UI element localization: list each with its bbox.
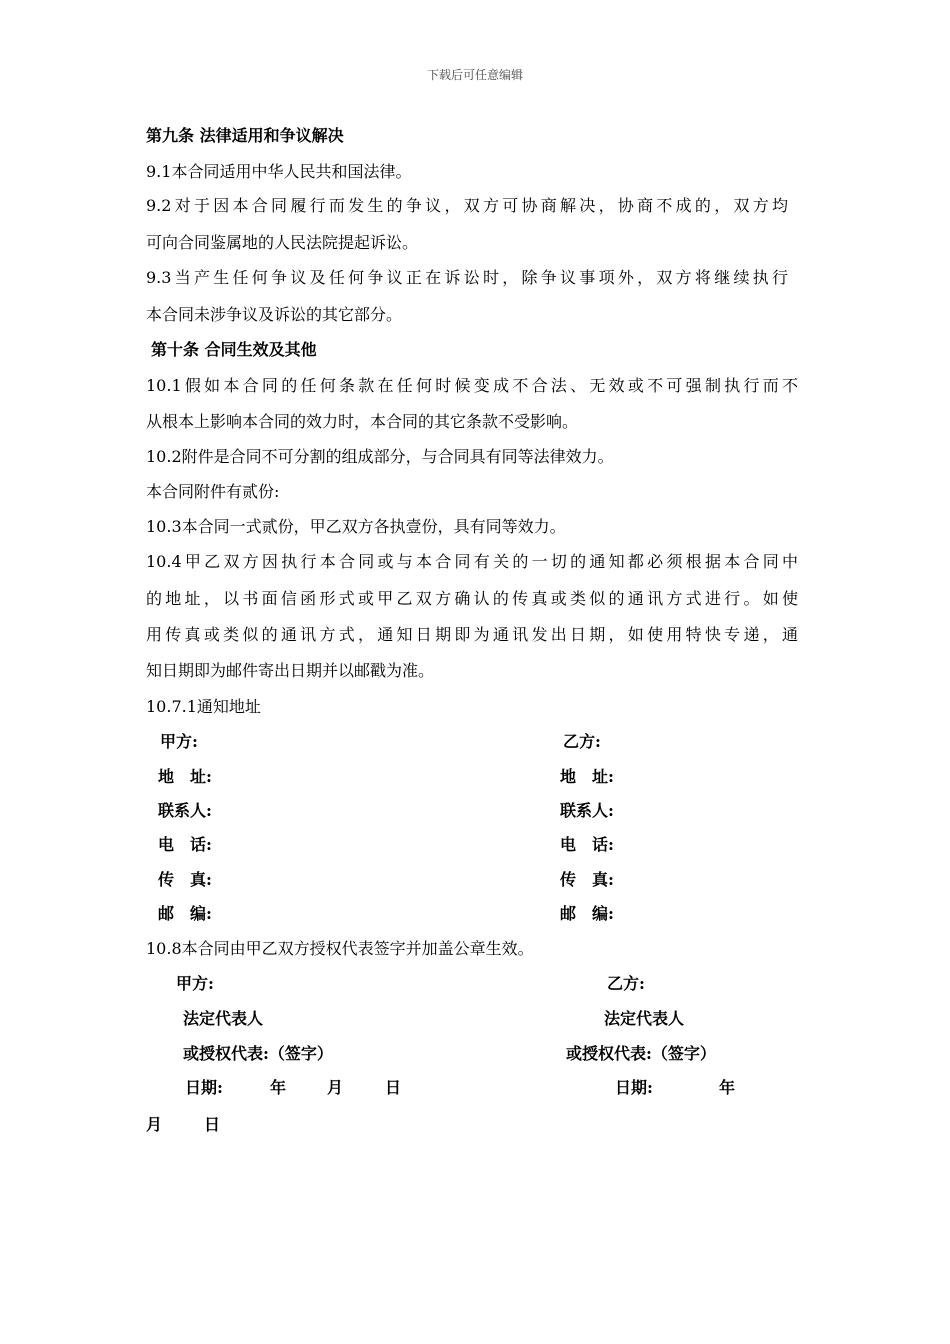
clause-9-2-line-2: 可向合同鉴属地的人民法院提起诉讼。 [146,233,419,252]
signature-party-b-auth: 或授权代表:（签字） [566,1044,716,1063]
clause-10-4-line-3: 用传真或类似的通讯方式，通知日期即为通讯发出日期，如使用特快专递，通 [146,625,798,644]
signature-party-a-auth: 或授权代表:（签字） [183,1044,333,1063]
clause-10-4-line-1: 10.4甲乙双方因执行本合同或与本合同有关的一切的通知都必须根据本合同中 [146,552,798,571]
clause-10-3: 10.3本合同一式贰份，甲乙双方各执壹份，具有同等效力。 [146,517,566,536]
notice-party-b-phone: 电 话: [560,835,614,854]
attachment-count: 本合同附件有贰份: [146,482,280,501]
clause-10-7-1: 10.7.1通知地址 [146,697,261,716]
clause-10-4-line-2: 的地址，以书面信函形式或甲乙双方确认的传真或类似的通讯方式进行。如使 [146,589,798,608]
notice-party-a-fax: 传 真: [158,870,212,889]
signature-party-b-day: 日 [204,1115,221,1134]
notice-party-b-label: 乙方: [563,732,601,751]
clause-10-2: 10.2附件是合同不可分割的组成部分，与合同具有同等法律效力。 [146,447,614,466]
clause-9-1: 9.1本合同适用中华人民共和国法律。 [146,162,412,181]
signature-party-a-day: 日 [385,1078,402,1097]
notice-party-a-phone: 电 话: [158,835,212,854]
notice-party-a-label: 甲方: [160,732,198,751]
notice-party-b-fax: 传 真: [560,870,614,889]
clause-9-3-line-2: 本合同未涉争议及诉讼的其它部分。 [146,305,403,324]
signature-party-a-date: 日期: [185,1078,223,1097]
notice-party-a-address: 地 址: [158,767,212,786]
notice-party-b-postcode: 邮 编: [560,904,614,923]
signature-party-a-year: 年 [270,1078,287,1097]
notice-party-a-postcode: 邮 编: [158,904,212,923]
page-header: 下载后可任意编辑 [426,68,523,82]
notice-party-a-contact: 联系人: [158,801,212,820]
article-9-heading: 第九条 法律适用和争议解决 [146,126,344,145]
clause-9-3-line-1: 9.3当产生任何争议及任何争议正在诉讼时，除争议事项外，双方将继续执行 [146,268,788,287]
clause-10-4-line-4: 知日期即为邮件寄出日期并以邮戳为准。 [146,661,435,680]
signature-party-b-year: 年 [719,1078,736,1097]
clause-9-2-line-1: 9.2对于因本合同履行而发生的争议，双方可协商解决，协商不成的，双方均 [146,196,788,215]
signature-party-b-month: 月 [146,1115,163,1134]
article-10-heading: 第十条 合同生效及其他 [151,340,317,359]
signature-party-b-label: 乙方: [607,974,645,993]
clause-10-1-line-1: 10.1假如本合同的任何条款在任何时候变成不合法、无效或不可强制执行而不 [146,376,798,395]
clause-10-1-line-2: 从根本上影响本合同的效力时，本合同的其它条款不受影响。 [146,412,579,431]
clause-10-8: 10.8本合同由甲乙双方授权代表签字并加盖公章生效。 [146,939,534,958]
signature-party-b-rep: 法定代表人 [604,1009,685,1028]
notice-party-b-address: 地 址: [560,767,614,786]
signature-party-a-rep: 法定代表人 [183,1009,264,1028]
signature-party-b-date: 日期: [615,1078,653,1097]
signature-party-a-label: 甲方: [176,974,214,993]
signature-party-a-month: 月 [327,1078,344,1097]
notice-party-b-contact: 联系人: [560,801,614,820]
